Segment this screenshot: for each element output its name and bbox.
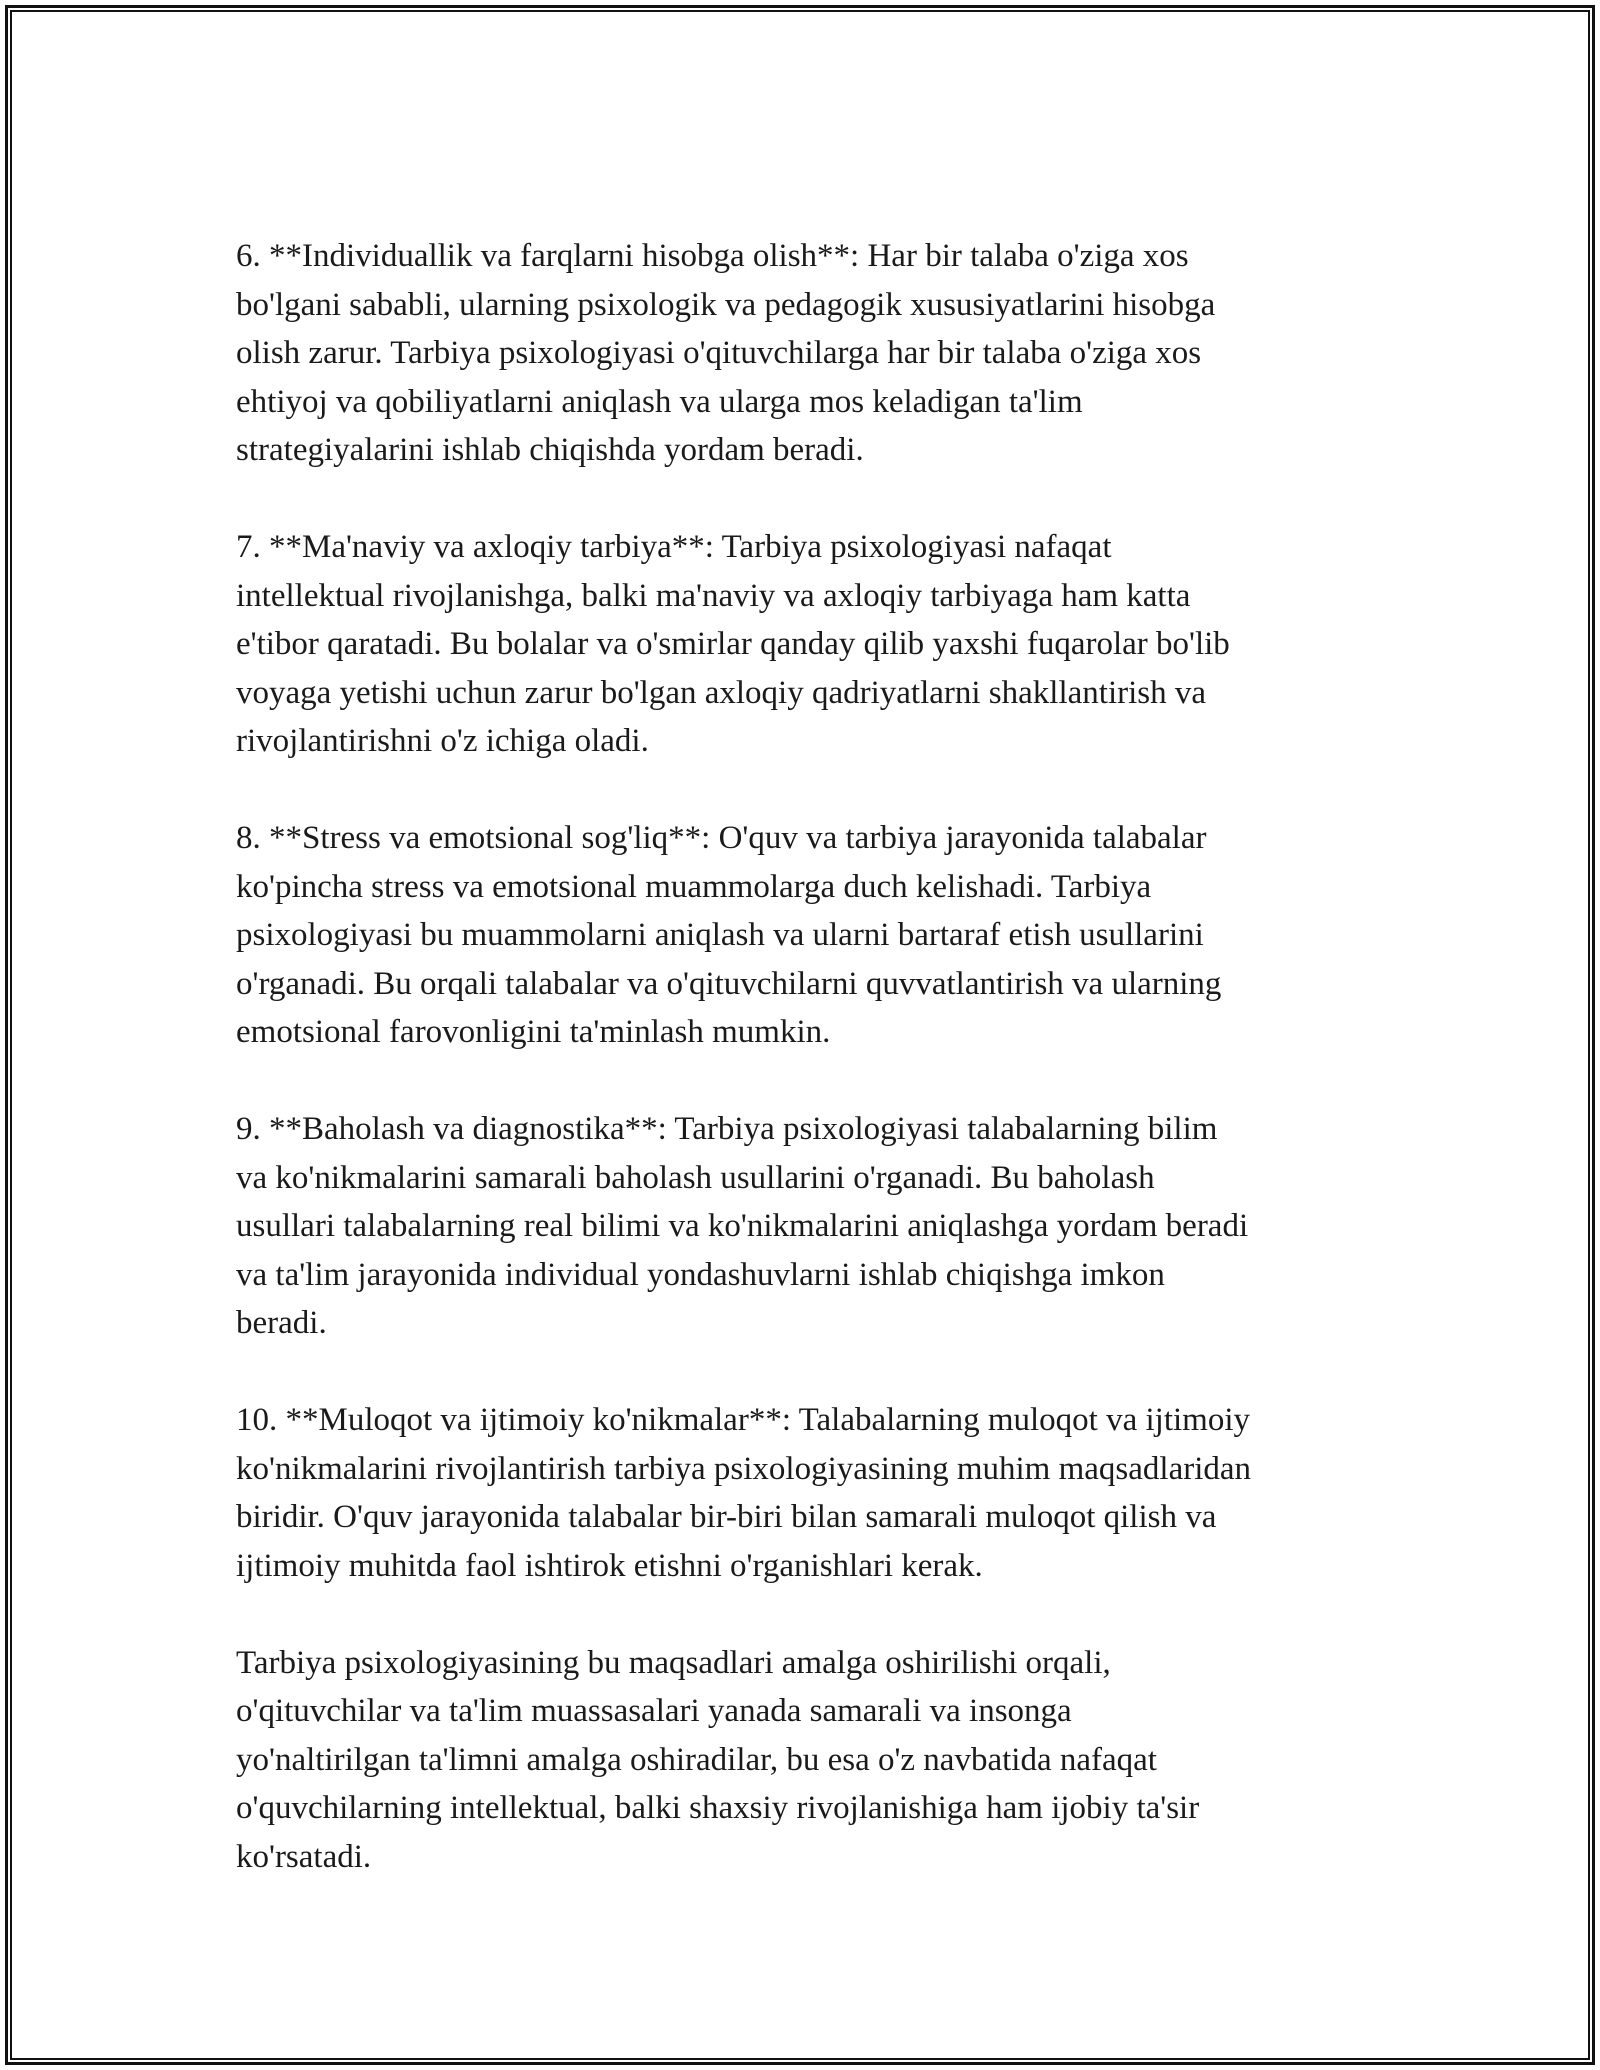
- text-line: intellektual rivojlanishga, balki ma'naviy va axloqiy tarbiyaga ham katta: [236, 577, 1191, 614]
- text-line: 8. **Stress va emotsional sog'liq**: O'quv va tarbiya jarayonida talabalar: [236, 820, 1207, 856]
- text-line: rivojlantirishni o'z ichiga oladi.: [236, 723, 649, 759]
- text-line: usullari talabalarning real bilimi va ko'nikmalarini aniqlashga yordam beradi: [236, 1208, 1249, 1244]
- text-line: emotsional farovonligini ta'minlash mumkin.: [236, 1014, 831, 1050]
- paragraph-9: [236, 1105, 1386, 1348]
- text-line: va ta'lim jarayonida individual yondashuvlarni ishlab chiqishga imkon: [236, 1256, 1165, 1293]
- text-line: ko'pincha stress va emotsional muammolarga duch kelishadi. Tarbiya: [236, 868, 1152, 905]
- paragraph-7: [236, 523, 1386, 766]
- text-line: bo'lgani sababli, ularning psixologik va pedagogik xususiyatlarini hisobga: [236, 286, 1216, 323]
- text-line: ijtimoiy muhitda faol ishtirok etishni o'rganishlari kerak.: [236, 1547, 983, 1584]
- text-line: o'rganadi. Bu orqali talabalar va o'qituvchilarni quvvatlantirish va ularning: [236, 965, 1222, 1002]
- text-line: 9. **Baholash va diagnostika**: Tarbiya psixologiyasi talabalarning bilim: [236, 1111, 1218, 1147]
- document-body: [236, 232, 1386, 1930]
- text-line: beradi.: [236, 1305, 327, 1341]
- text-line: strategiyalarini ishlab chiqishda yordam beradi.: [236, 432, 864, 468]
- paragraph-8: [236, 814, 1386, 1057]
- text-line: Tarbiya psixologiyasining bu maqsadlari amalga oshirilishi orqali,: [236, 1644, 1111, 1681]
- text-line: ko'rsatadi.: [236, 1838, 372, 1875]
- text-line: 7. **Ma'naviy va axloqiy tarbiya**: Tarbiya psixologiyasi nafaqat: [236, 529, 1112, 565]
- text-line: e'tibor qaratadi. Bu bolalar va o'smirlar qanday qilib yaxshi fuqarolar bo'lib: [236, 626, 1230, 662]
- text-line: yo'naltirilgan ta'limni amalga oshiradilar, bu esa o'z navbatida nafaqat: [236, 1741, 1157, 1778]
- paragraph-6: [236, 232, 1386, 475]
- text-line: biridir. O'quv jarayonida talabalar bir-biri bilan samarali muloqot qilish va: [236, 1499, 1217, 1535]
- text-line: 10. **Muloqot va ijtimoiy ko'nikmalar**: Talabalarning muloqot va ijtimoiy: [236, 1402, 1250, 1438]
- paragraph-10: [236, 1396, 1386, 1590]
- text-line: voyaga yetishi uchun zarur bo'lgan axloqiy qadriyatlarni shakllantirish va: [236, 674, 1207, 711]
- text-line: olish zarur. Tarbiya psixologiyasi o'qituvchilarga har bir talaba o'ziga xos: [236, 335, 1202, 371]
- text-line: o'quvchilarning intellektual, balki shaxsiy rivojlanishiga ham ijobiy ta'sir: [236, 1790, 1200, 1826]
- text-line: 6. **Individuallik va farqlarni hisobga olish**: Har bir talaba o'ziga xos: [236, 238, 1189, 274]
- paragraph-conclusion: [236, 1639, 1386, 1882]
- text-line: ehtiyoj va qobiliyatlarni aniqlash va ularga mos keladigan ta'lim: [236, 383, 1083, 420]
- text-line: o'qituvchilar va ta'lim muassasalari yanada samarali va insonga: [236, 1693, 1072, 1729]
- text-line: psixologiyasi bu muammolarni aniqlash va ularni bartaraf etish usullarini: [236, 917, 1204, 953]
- text-line: ko'nikmalarini rivojlantirish tarbiya psixologiyasining muhim maqsadlaridan: [236, 1450, 1252, 1487]
- text-line: va ko'nikmalarini samarali baholash usullarini o'rganadi. Bu baholash: [236, 1159, 1155, 1196]
